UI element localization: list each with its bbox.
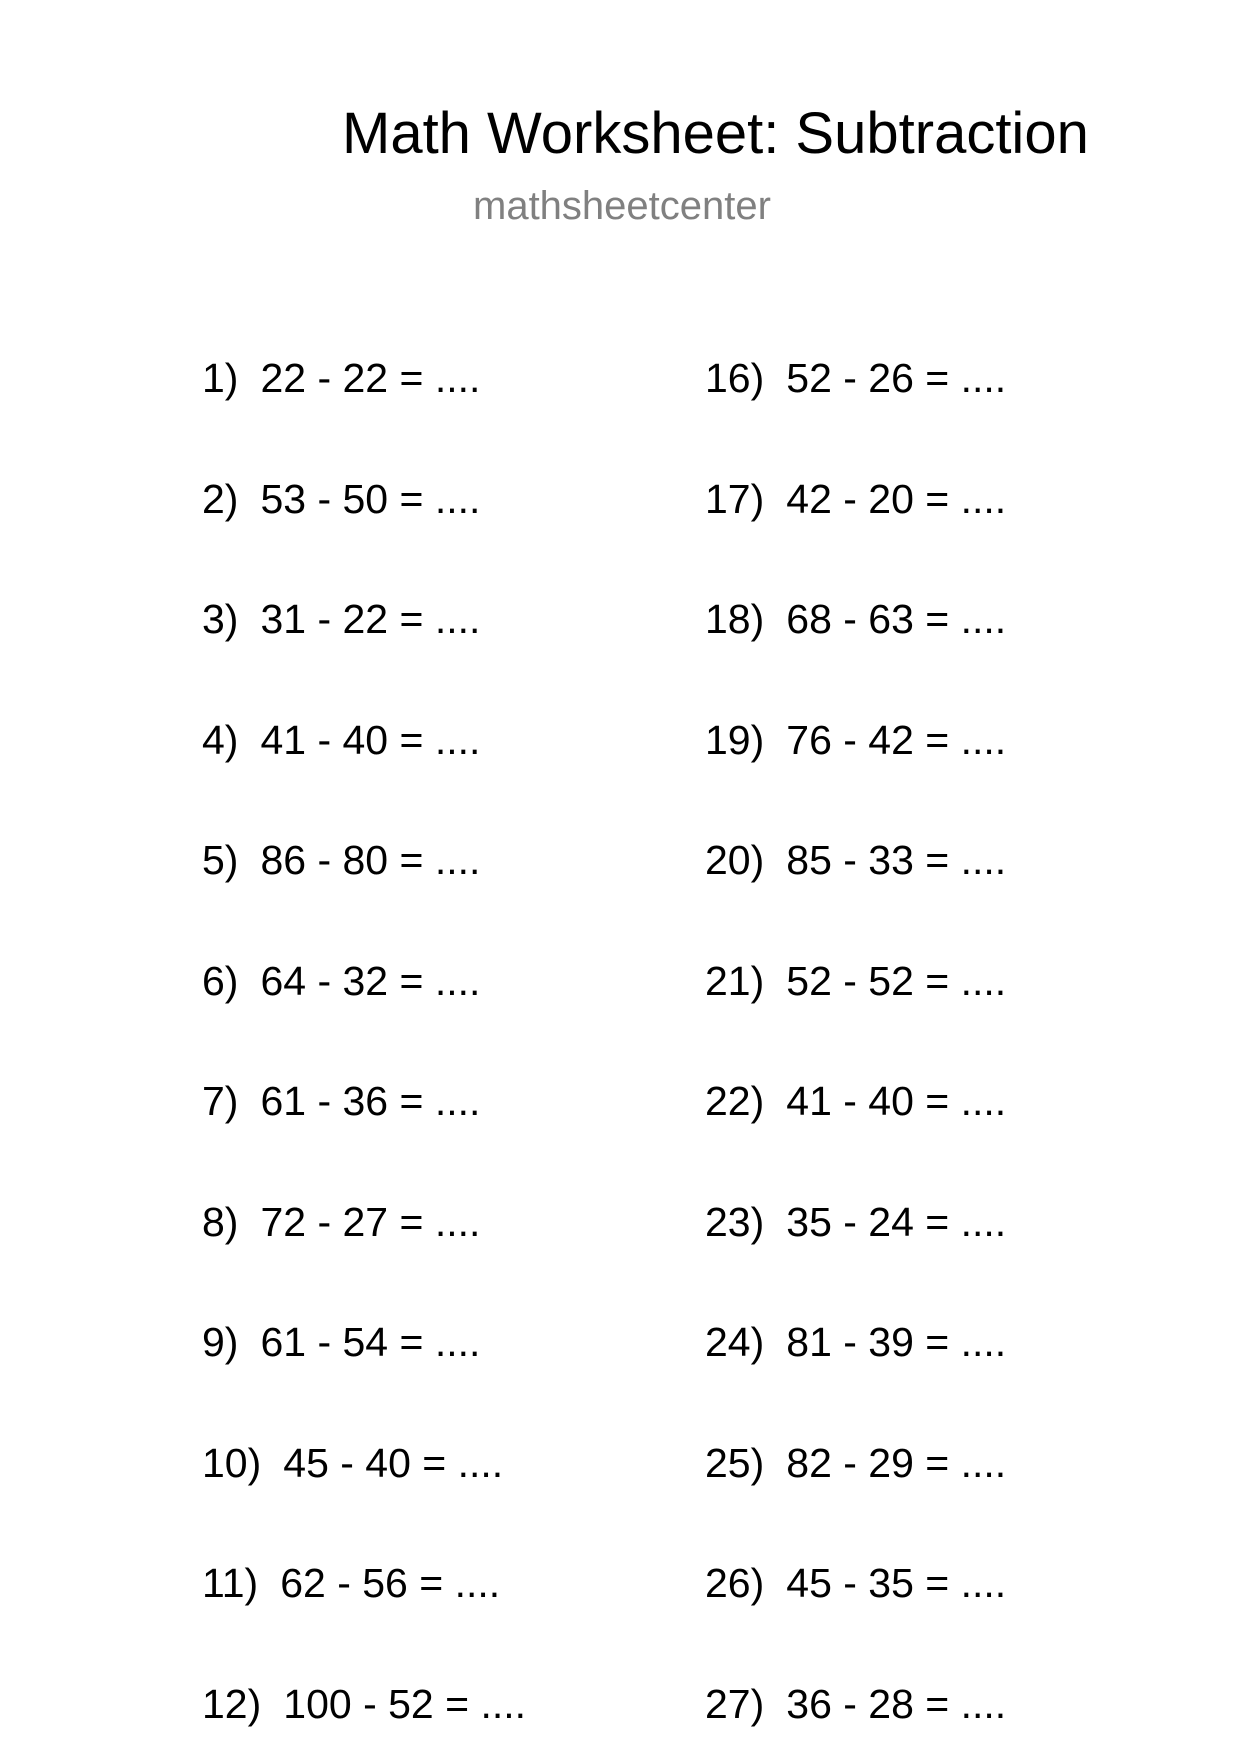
problem-number: 21) — [705, 957, 765, 1004]
problem-expression: 52 - 26 = .... — [786, 355, 1007, 401]
problem-expression: 81 - 39 = .... — [786, 1319, 1007, 1365]
problem-item — [202, 1198, 480, 1246]
problem-item — [705, 354, 1006, 402]
problem-expression: 72 - 27 = .... — [260, 1198, 481, 1245]
problem-number: 6) — [202, 957, 239, 1004]
problem-expression: 45 - 40 = .... — [283, 1439, 504, 1486]
problem-item — [705, 1559, 1006, 1607]
problem-number: 16) — [705, 355, 765, 401]
problem-item — [705, 836, 1006, 884]
problem-item — [705, 957, 1006, 1005]
problem-number: 17) — [705, 475, 765, 522]
problem-number: 12) — [202, 1680, 262, 1727]
problem-number: 8) — [202, 1198, 239, 1245]
problem-item — [202, 836, 480, 884]
problem-number: 2) — [202, 475, 239, 522]
problem-item — [705, 1439, 1006, 1487]
problem-number: 4) — [202, 716, 239, 763]
problem-expression: 41 - 40 = .... — [260, 716, 481, 763]
problem-number: 1) — [202, 355, 239, 401]
problem-item — [202, 595, 480, 643]
problem-item — [202, 1077, 480, 1125]
problem-expression: 64 - 32 = .... — [260, 957, 481, 1004]
problem-expression: 62 - 56 = .... — [280, 1560, 501, 1606]
problem-item — [202, 1318, 480, 1366]
problem-number: 18) — [705, 596, 765, 642]
problem-number: 5) — [202, 837, 239, 883]
problem-expression: 42 - 20 = .... — [786, 475, 1007, 522]
problem-expression: 85 - 33 = .... — [786, 837, 1007, 883]
problem-number: 26) — [705, 1560, 765, 1606]
problem-expression: 82 - 29 = .... — [786, 1439, 1007, 1486]
problem-item — [705, 1318, 1006, 1366]
problem-item — [202, 475, 480, 523]
problem-expression: 52 - 52 = .... — [786, 957, 1007, 1004]
problem-item — [202, 1439, 503, 1487]
problem-item — [705, 475, 1006, 523]
problem-number: 23) — [705, 1198, 765, 1245]
problem-expression: 41 - 40 = .... — [786, 1078, 1007, 1124]
problem-number: 7) — [202, 1078, 239, 1124]
problem-expression: 53 - 50 = .... — [260, 475, 481, 522]
problem-item — [705, 1077, 1006, 1125]
problem-expression: 86 - 80 = .... — [260, 837, 481, 883]
problem-item — [202, 354, 480, 402]
problem-item — [202, 1559, 500, 1607]
problem-expression: 35 - 24 = .... — [786, 1198, 1007, 1245]
problem-expression: 36 - 28 = .... — [786, 1680, 1007, 1727]
problem-expression: 100 - 52 = .... — [283, 1680, 527, 1727]
problem-number: 25) — [705, 1439, 765, 1486]
problem-number: 9) — [202, 1319, 239, 1365]
page-title: Math Worksheet: Subtraction — [342, 101, 1089, 166]
problem-expression: 45 - 35 = .... — [786, 1560, 1007, 1606]
problem-item — [705, 595, 1006, 643]
problem-number: 27) — [705, 1680, 765, 1727]
problem-expression: 61 - 54 = .... — [260, 1319, 481, 1365]
problem-number: 24) — [705, 1319, 765, 1365]
problem-expression: 76 - 42 = .... — [786, 716, 1007, 763]
problem-item — [705, 716, 1006, 764]
problem-item — [202, 716, 480, 764]
problem-expression: 22 - 22 = .... — [260, 355, 481, 401]
problem-item — [202, 957, 480, 1005]
site-name: mathsheetcenter — [473, 184, 771, 228]
problem-number: 3) — [202, 596, 239, 642]
problem-expression: 68 - 63 = .... — [786, 596, 1007, 642]
problem-item — [705, 1198, 1006, 1246]
problem-number: 22) — [705, 1078, 765, 1124]
problem-number: 20) — [705, 837, 765, 883]
problem-expression: 31 - 22 = .... — [260, 596, 481, 642]
problem-number: 10) — [202, 1439, 262, 1486]
problem-item — [202, 1680, 526, 1728]
problem-number: 11) — [202, 1560, 259, 1606]
problem-number: 19) — [705, 716, 765, 763]
problem-expression: 61 - 36 = .... — [260, 1078, 481, 1124]
problem-item — [705, 1680, 1006, 1728]
